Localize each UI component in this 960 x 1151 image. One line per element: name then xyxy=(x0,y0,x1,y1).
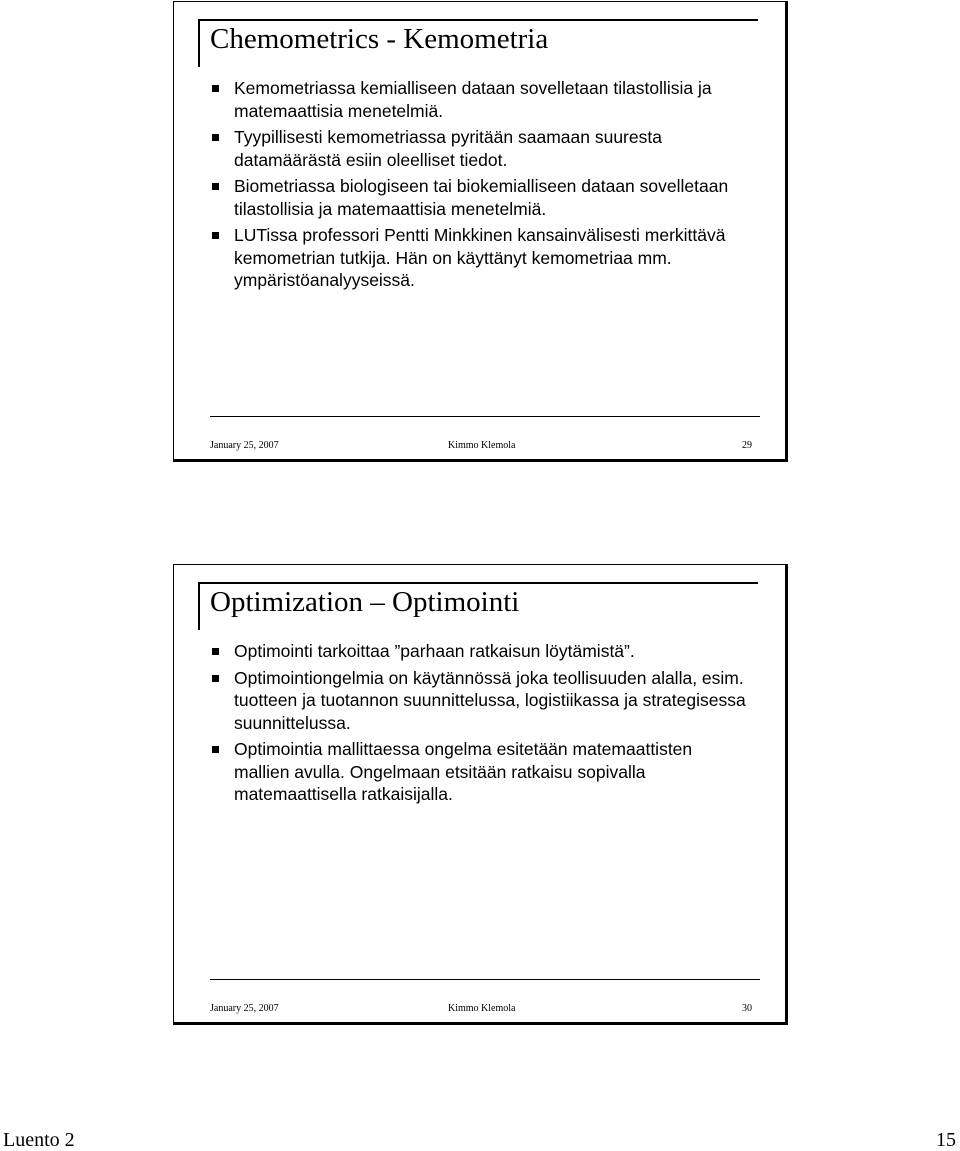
slide-footer-author: Kimmo Klemola xyxy=(448,1003,516,1014)
bullet-item xyxy=(210,175,750,220)
bullet-text: Optimointi tarkoittaa ”parhaan ratkaisun löytämistä”. xyxy=(234,641,635,661)
square-bullet-icon xyxy=(212,232,219,239)
bullet-item xyxy=(210,667,750,735)
square-bullet-icon xyxy=(212,648,219,655)
slide-footer-page-number: 29 xyxy=(742,440,752,451)
handout-page-number: 15 xyxy=(936,1129,956,1151)
bullet-item xyxy=(210,77,750,122)
bullet-list xyxy=(210,640,750,810)
bullet-text: LUTissa professori Pentti Minkkinen kansainvälisesti merkittävä kemometrian tutkija. Hän on käyttänyt kemometriaa mm. ympäristöanalyyseissä. xyxy=(234,225,726,290)
slide-footer-date: January 25, 2007 xyxy=(210,1003,279,1014)
slide-footer-author: Kimmo Klemola xyxy=(448,440,516,451)
bullet-list xyxy=(210,77,750,296)
bullet-text: Tyypillisesti kemometriassa pyritään saamaan suuresta datamäärästä esiin oleelliset tiedot. xyxy=(234,127,662,170)
slide-title: Optimization – Optimointi xyxy=(210,586,520,618)
bullet-item xyxy=(210,224,750,292)
slide-1 xyxy=(173,1,788,462)
slide-footer-page-number: 30 xyxy=(742,1003,752,1014)
square-bullet-icon xyxy=(212,85,219,92)
bullet-text: Optimointia mallittaessa ongelma esitetään matemaattisten mallien avulla. Ongelmaan etsitään ratkaisu sopivalla matemaattisella ratkaisijalla. xyxy=(234,739,693,804)
footer-rule xyxy=(210,416,760,417)
bullet-item xyxy=(210,640,750,663)
bullet-item xyxy=(210,738,750,806)
bullet-text: Optimointiongelmia on käytännössä joka teollisuuden alalla, esim. tuotteen ja tuotannon suunnittelussa, logistiikassa ja strategisessa suunnittelussa. xyxy=(234,667,746,733)
handout-lecture-label: Luento 2 xyxy=(3,1129,75,1151)
slide-title: Chemometrics - Kemometria xyxy=(210,23,549,55)
title-rule-vertical xyxy=(198,582,200,630)
title-rule-vertical xyxy=(198,19,200,67)
bullet-item xyxy=(210,126,750,171)
square-bullet-icon xyxy=(212,675,219,682)
square-bullet-icon xyxy=(212,746,219,753)
slide-footer-date: January 25, 2007 xyxy=(210,440,279,451)
square-bullet-icon xyxy=(212,134,219,141)
bullet-text: Kemometriassa kemialliseen dataan sovelletaan tilastollisia ja matemaattisia menetelmiä. xyxy=(234,78,712,121)
footer-rule xyxy=(210,979,760,980)
square-bullet-icon xyxy=(212,183,219,190)
slide-2 xyxy=(173,564,788,1025)
bullet-text: Biometriassa biologiseen tai biokemialliseen dataan sovelletaan tilastollisia ja matemaattisia menetelmiä. xyxy=(234,176,729,219)
